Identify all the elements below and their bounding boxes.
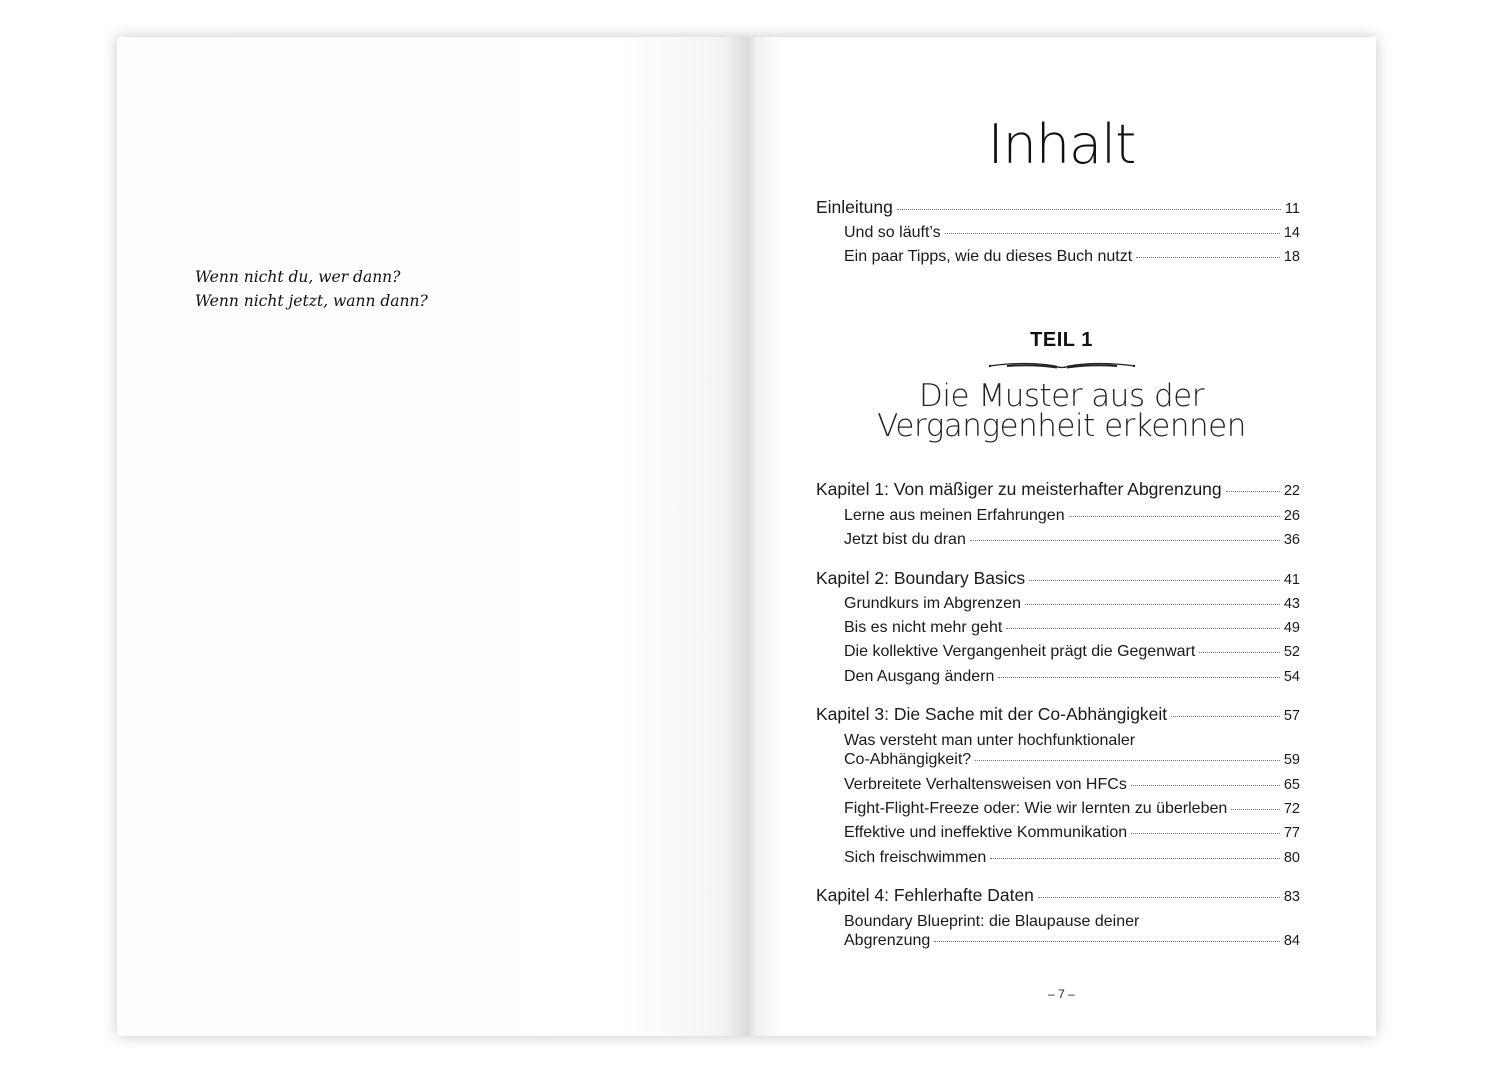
toc-label: Kapitel 1: Von mäßiger zu meisterhafter Abgrenzung — [816, 479, 1222, 499]
toc-label: Grundkurs im Abgrenzen — [844, 595, 1021, 612]
toc-label: Co-Abhängigkeit? — [844, 751, 972, 768]
toc-page-number: 65 — [1283, 777, 1300, 793]
toc-leader — [1136, 256, 1280, 258]
toc-leader — [1171, 715, 1280, 717]
toc-label-line: Boundary Blueprint: die Blaupause deiner — [844, 913, 1140, 930]
toc-page-number: 43 — [1283, 596, 1300, 612]
toc-page-number: 26 — [1283, 508, 1300, 524]
toc-leader — [1038, 896, 1280, 898]
toc-page-number: 22 — [1283, 483, 1300, 499]
right-page — [747, 37, 1376, 1036]
toc-subentry — [844, 731, 1300, 769]
toc-label: Fight-Flight-Freeze oder: Wie wir lernten zu überleben — [844, 800, 1228, 817]
toc-subentry — [844, 595, 1300, 613]
toc-page-number: 83 — [1283, 889, 1300, 905]
toc-leader — [998, 676, 1280, 678]
toc-subentry — [844, 800, 1300, 818]
toc-leader — [1025, 603, 1280, 605]
toc-subentry — [844, 849, 1300, 867]
toc-subentry — [844, 507, 1300, 525]
ornament-divider-icon — [987, 359, 1137, 373]
toc-subentry — [844, 668, 1300, 686]
toc-label: Kapitel 3: Die Sache mit der Co-Abhängigkeit — [816, 704, 1168, 724]
toc-page-number: 52 — [1283, 644, 1300, 660]
toc-label: Jetzt bist du dran — [844, 531, 966, 548]
toc-leader — [1231, 808, 1280, 810]
toc-subentry — [844, 224, 1300, 242]
toc-leader — [1226, 490, 1280, 492]
part-title — [747, 378, 1376, 444]
toc-subentry — [844, 643, 1300, 661]
toc-page-number: 18 — [1283, 249, 1300, 265]
toc-subentry — [844, 248, 1300, 266]
toc-page-number: 57 — [1283, 708, 1300, 724]
toc-label: Kapitel 2: Boundary Basics — [816, 568, 1026, 588]
toc-entry-chapter-4 — [816, 885, 1300, 906]
toc-leader — [945, 232, 1280, 234]
toc-label: Abgrenzung — [844, 932, 931, 949]
toc-page-number: 77 — [1283, 825, 1300, 841]
book-spread — [117, 37, 1376, 1036]
left-page — [117, 37, 747, 1036]
toc-page-number: 41 — [1283, 572, 1300, 588]
part-label: TEIL 1 — [1030, 329, 1093, 351]
toc-entry-chapter-2 — [816, 568, 1300, 589]
toc-entry-einleitung — [816, 197, 1300, 218]
toc-entry-chapter-3 — [816, 704, 1300, 725]
toc-leader — [897, 208, 1281, 210]
epigraph-line: Wenn nicht du, wer dann? — [195, 268, 401, 286]
page-number: – 7 – — [1048, 987, 1075, 1001]
toc-label: Die kollektive Vergangenheit prägt die Gegenwart — [844, 643, 1196, 660]
toc-leader — [1069, 515, 1280, 517]
toc-label-line: Was versteht man unter hochfunktionaler — [844, 732, 1136, 749]
toc-leader — [1029, 579, 1280, 581]
toc-page-number: 54 — [1283, 669, 1300, 685]
toc-leader — [970, 539, 1280, 541]
toc-label: Kapitel 4: Fehlerhafte Daten — [816, 885, 1034, 905]
toc-leader — [975, 759, 1280, 761]
toc-leader — [1131, 832, 1280, 834]
part-title-line: Die Muster aus der — [919, 378, 1204, 414]
toc-subentry — [844, 824, 1300, 842]
toc-page-number: 49 — [1283, 620, 1300, 636]
toc-leader — [1131, 784, 1280, 786]
toc-page-number: 59 — [1283, 752, 1300, 768]
part-title-line: Vergangenheit erkennen — [877, 408, 1246, 444]
toc-entry-chapter-1 — [816, 479, 1300, 500]
toc-label: Einleitung — [816, 197, 893, 217]
toc-leader — [1199, 651, 1280, 653]
toc-label: Bis es nicht mehr geht — [844, 619, 1003, 636]
toc-label: Ein paar Tipps, wie du dieses Buch nutzt — [844, 248, 1133, 265]
epigraph-line: Wenn nicht jetzt, wann dann? — [195, 292, 428, 310]
toc-leader — [934, 940, 1280, 942]
toc-label: Effektive und ineffektive Kommunikation — [844, 824, 1128, 841]
toc-leader — [990, 857, 1280, 859]
toc-page-number: 84 — [1283, 933, 1300, 949]
toc-leader — [1006, 627, 1280, 629]
epigraph — [195, 265, 428, 313]
toc-subentry — [844, 912, 1300, 950]
toc-page-number: 14 — [1283, 225, 1300, 241]
toc-subentry — [844, 619, 1300, 637]
toc-subentry — [844, 531, 1300, 549]
toc-label: Lerne aus meinen Erfahrungen — [844, 507, 1065, 524]
toc-label: Den Ausgang ändern — [844, 668, 995, 685]
toc-page-number: 36 — [1283, 532, 1300, 548]
toc-label: Verbreitete Verhaltensweisen von HFCs — [844, 776, 1127, 793]
page-title: Inhalt — [987, 113, 1136, 176]
toc-page-number: 80 — [1283, 850, 1300, 866]
toc-page-number: 11 — [1284, 201, 1300, 217]
toc-label: Und so läuft’s — [844, 224, 941, 241]
toc-page-number: 72 — [1283, 801, 1300, 817]
toc-label: Sich freischwimmen — [844, 849, 987, 866]
toc-subentry — [844, 776, 1300, 794]
